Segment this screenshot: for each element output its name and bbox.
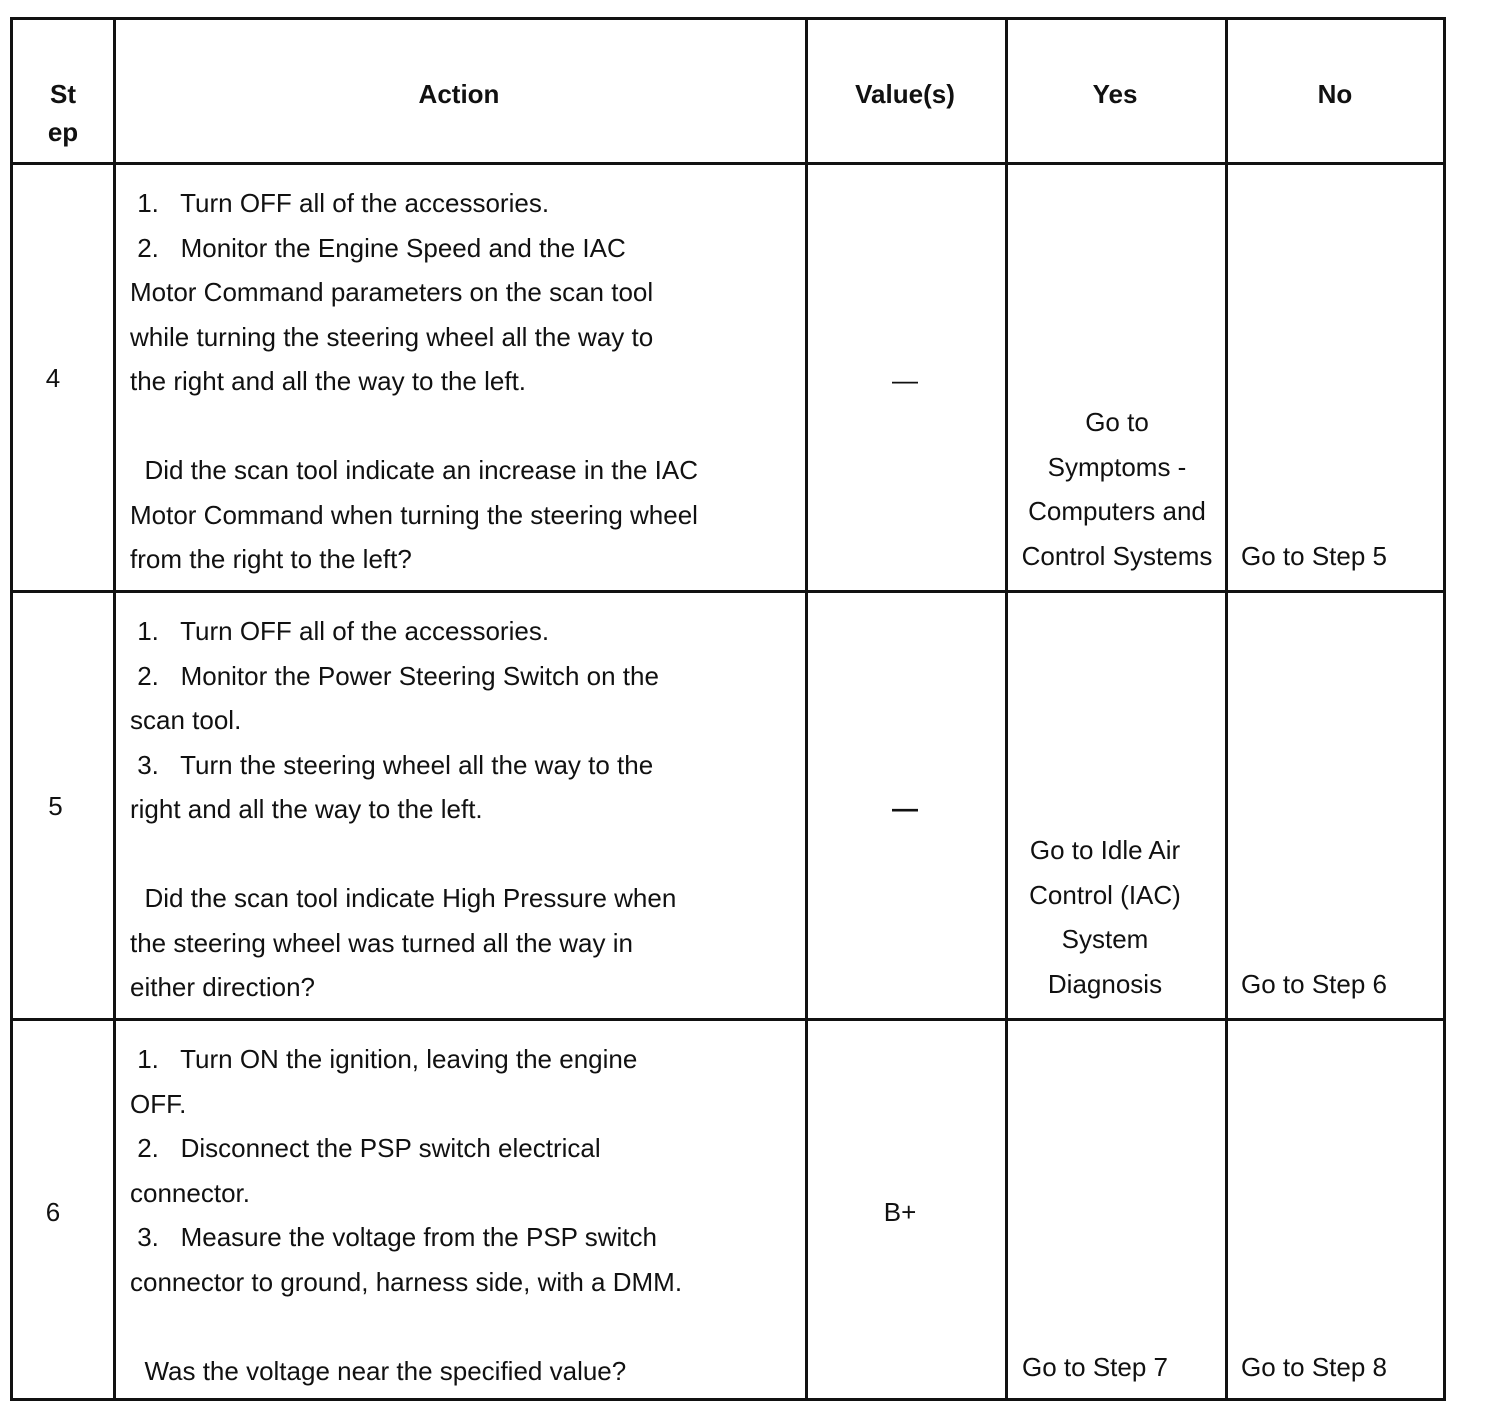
value-cell: — [892, 365, 918, 395]
action-line: 2. Monitor the Power Steering Switch on the [130, 660, 659, 691]
action-line: either direction? [130, 972, 315, 1002]
action-line: 3. Turn the steering wheel all the way to the [130, 749, 654, 780]
action-line: Did the scan tool indicate an increase in the IAC [130, 455, 698, 485]
yes-cell [1005, 828, 1205, 1006]
column-divider [1005, 20, 1008, 1398]
yes-line: Go to Idle Air [1029, 835, 1181, 865]
yes-line: Computers and [1028, 496, 1206, 526]
action-line: Motor Command parameters on the scan tool [130, 277, 654, 307]
action-line: the right and all the way to the left. [130, 366, 527, 396]
header-step-line2: ep [47, 117, 79, 147]
yes-cell: Go to Step 7 [1022, 1352, 1168, 1382]
header-yes: Yes [1092, 79, 1138, 109]
no-cell: Go to Step 5 [1241, 541, 1387, 571]
action-text [130, 1037, 682, 1393]
no-cell: Go to Step 6 [1241, 969, 1387, 999]
yes-line: Control Systems [1021, 540, 1213, 571]
column-divider [1225, 20, 1228, 1398]
header-step-line1: St [50, 79, 76, 109]
column-divider [113, 20, 116, 1398]
row-divider [13, 1018, 1443, 1021]
step-number: 5 [48, 791, 63, 821]
action-text [130, 609, 676, 1010]
action-text [130, 181, 698, 582]
value-cell: — [892, 793, 918, 823]
yes-line: Control (IAC) [1029, 879, 1181, 910]
action-line: scan tool. [130, 705, 242, 735]
row-divider [13, 590, 1443, 593]
header-step [13, 75, 113, 151]
yes-cell [1011, 400, 1223, 578]
yes-line: Symptoms - [1047, 451, 1187, 482]
action-line: from the right to the left? [130, 544, 412, 574]
action-line [130, 832, 676, 877]
action-line: 2. Monitor the Engine Speed and the IAC [130, 232, 626, 263]
action-line [130, 1304, 682, 1349]
header-action: Action [418, 79, 500, 109]
action-line: 1. Turn OFF all of the accessories. [130, 616, 550, 646]
yes-line: Diagnosis [1047, 968, 1163, 999]
step-number: 6 [45, 1197, 61, 1227]
action-line: right and all the way to the left. [130, 794, 483, 824]
action-line: Motor Command when turning the steering wheel [130, 499, 698, 530]
action-line: connector. [130, 1177, 250, 1208]
no-cell: Go to Step 8 [1241, 1352, 1387, 1382]
header-no: No [1317, 79, 1353, 109]
diagnostic-table [10, 17, 1446, 1401]
header-values: Value(s) [855, 79, 955, 109]
action-line: the steering wheel was turned all the way in [130, 927, 633, 958]
action-line: 1. Turn OFF all of the accessories. [130, 188, 550, 218]
step-number: 4 [45, 363, 61, 393]
action-line: connector to ground, harness side, with a DMM. [130, 1266, 683, 1297]
action-line: while turning the steering wheel all the way to [130, 321, 654, 352]
action-line: 1. Turn ON the ignition, leaving the engine [130, 1044, 638, 1074]
value-cell: B+ [883, 1197, 917, 1227]
action-line [130, 404, 698, 449]
yes-line: Go to [1085, 407, 1149, 437]
action-line: Did the scan tool indicate High Pressure when [130, 883, 677, 913]
action-line: Was the voltage near the specified value? [130, 1355, 627, 1386]
yes-line: System [1061, 924, 1149, 954]
action-line: 2. Disconnect the PSP switch electrical [130, 1133, 601, 1163]
action-line: OFF. [130, 1088, 187, 1119]
action-line: 3. Measure the voltage from the PSP switch [130, 1222, 657, 1252]
row-divider [13, 162, 1443, 165]
